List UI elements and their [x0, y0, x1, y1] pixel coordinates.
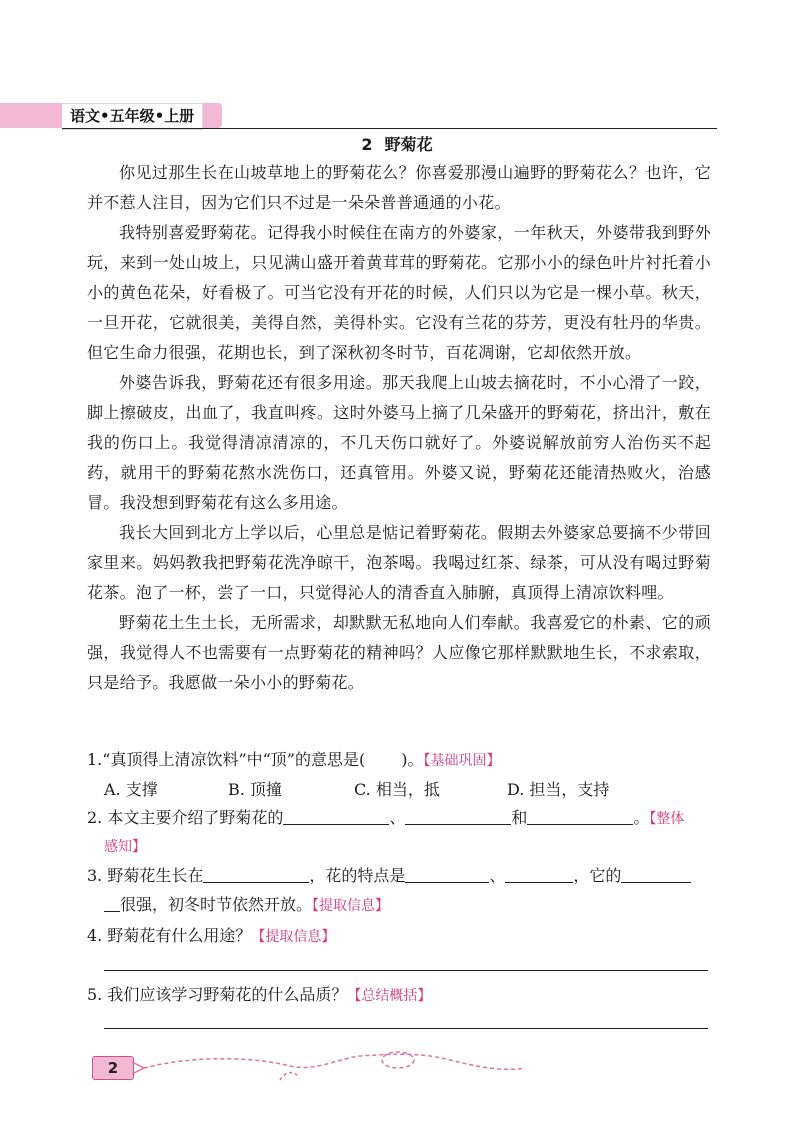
- question-2-sep-1: 、: [389, 808, 406, 827]
- question-2-tag: 【整体: [649, 811, 685, 827]
- question-5-answer-line[interactable]: [104, 1028, 708, 1029]
- passage: [87, 158, 711, 698]
- question-3-mid-2: ，它的: [573, 866, 622, 885]
- paragraph-5: 野菊花土生土长，无所需求，却默默无私地向人们奉献。我喜爱它的朴素、它的顽强，我觉得人不也需要有一点野菊花的精神吗？人应像它那样默默地生长，不求索取，只是给予。我愿做一朵小小的野菊花。: [87, 613, 711, 692]
- question-3-blank-3[interactable]: [505, 864, 573, 883]
- option-b[interactable]: B. 顶撞: [228, 780, 282, 799]
- question-1-text: 1.“真顶得上清凉饮料”中“顶”的意思是(: [87, 750, 366, 769]
- paragraph-1: 你见过那生长在山坡草地上的野菊花么？你喜爱那漫山遍野的野菊花么？也许，它并不惹人注目，因为它们只不过是一朵朵普普通通的小花。: [87, 163, 711, 212]
- question-1-suffix: )。: [401, 750, 424, 769]
- question-2-text: 2. 本文主要介绍了野菊花的: [87, 808, 284, 827]
- question-2-suffix: 。: [633, 808, 650, 827]
- paragraph-2: 我特别喜爱野菊花。记得我小时候住在南方的外婆家，一年秋天，外婆带我到野外玩，来到一处山坡上，只见满山盛开着黄茸茸的野菊花。它那小小的绿色叶片衬托着小小的黄色花朵，好看极了。可当它没有开花的时候，人们只以为它是一棵小草。秋天，一旦开花，它就很美，美得自然，美得朴实。它没有兰花的芬芳，更没有牡丹的华贵。但它生命力很强，花期也长，到了深秋初冬时节，百花凋谢，它却依然开放。: [87, 223, 711, 362]
- question-3-blank-2[interactable]: [405, 864, 489, 883]
- question-5-tag: 【总结概括】: [347, 988, 432, 1004]
- question-2-blank-2[interactable]: [405, 806, 511, 825]
- paragraph-3: 外婆告诉我，野菊花还有很多用途。那天我爬上山坡去摘花时，不小心滑了一跤，脚上擦破皮，出血了，我直叫疼。这时外婆马上摘了几朵盛开的野菊花，挤出汁，敷在我的伤口上。我觉得清凉清凉的，不几天伤口就好了。外婆说解放前穷人治伤买不起药，就用干的野菊花熬水洗伤口，还真管用。外婆又说，野菊花还能清热败火，治感冒。我没想到野菊花有这么多用途。: [87, 373, 711, 512]
- page-title: [0, 132, 794, 155]
- question-2-blank-3[interactable]: [527, 806, 633, 825]
- question-3-tag: 【提取信息】: [312, 898, 390, 914]
- question-3-line-2: [104, 890, 389, 921]
- question-4-tag: 【提取信息】: [251, 929, 336, 945]
- question-2-line-2: [104, 831, 146, 862]
- question-3-sep: 、: [489, 866, 506, 885]
- page-number: 2: [92, 1056, 134, 1080]
- question-4-answer-line[interactable]: [104, 970, 708, 971]
- lesson-title: 野菊花: [384, 135, 433, 154]
- question-3-blank-5[interactable]: [104, 893, 120, 912]
- question-3-mid-1: ，花的特点是: [309, 866, 406, 885]
- question-4-text: 4. 野菊花有什么用途？: [87, 926, 252, 945]
- header-rule: [62, 128, 717, 129]
- option-a[interactable]: A. 支撑: [104, 780, 158, 799]
- option-c[interactable]: C. 相当，抵: [354, 780, 440, 799]
- question-1: [87, 745, 500, 776]
- paragraph-4: 我长大回到北方上学以后，心里总是惦记着野菊花。假期去外婆家总要摘不少带回家里来。妈妈教我把野菊花洗净晾干，泡茶喝。我喝过红茶、绿茶，可从没有喝过野菊花茶。泡了一杯，尝了一口，只觉得沁人的清香直入肺腑，真顶得上清凉饮料哩。: [87, 523, 711, 602]
- question-2-sep-2: 和: [511, 808, 528, 827]
- question-3: [87, 861, 691, 891]
- question-2: [87, 803, 684, 834]
- question-2-blank-1[interactable]: [283, 806, 389, 825]
- book-label: 语文•五年级•上册: [62, 103, 203, 130]
- question-4: [87, 921, 335, 952]
- option-d[interactable]: D. 担当，支持: [507, 780, 610, 799]
- question-3-text: 3. 野菊花生长在: [87, 866, 204, 885]
- pencil-swirl-decoration: [130, 1046, 530, 1086]
- question-3-blank-1[interactable]: [203, 864, 309, 883]
- question-1-tag: 【基础巩固】: [423, 753, 501, 769]
- question-2-tag-cont: 感知】: [104, 839, 146, 855]
- question-3-blank-4[interactable]: [621, 864, 691, 883]
- question-5-text: 5. 我们应该学习野菊花的什么品质？: [87, 985, 348, 1004]
- question-3-line-2-text: 很强，初冬时节依然开放。: [120, 895, 313, 914]
- lesson-number: 2: [361, 135, 373, 154]
- question-5: [87, 980, 431, 1011]
